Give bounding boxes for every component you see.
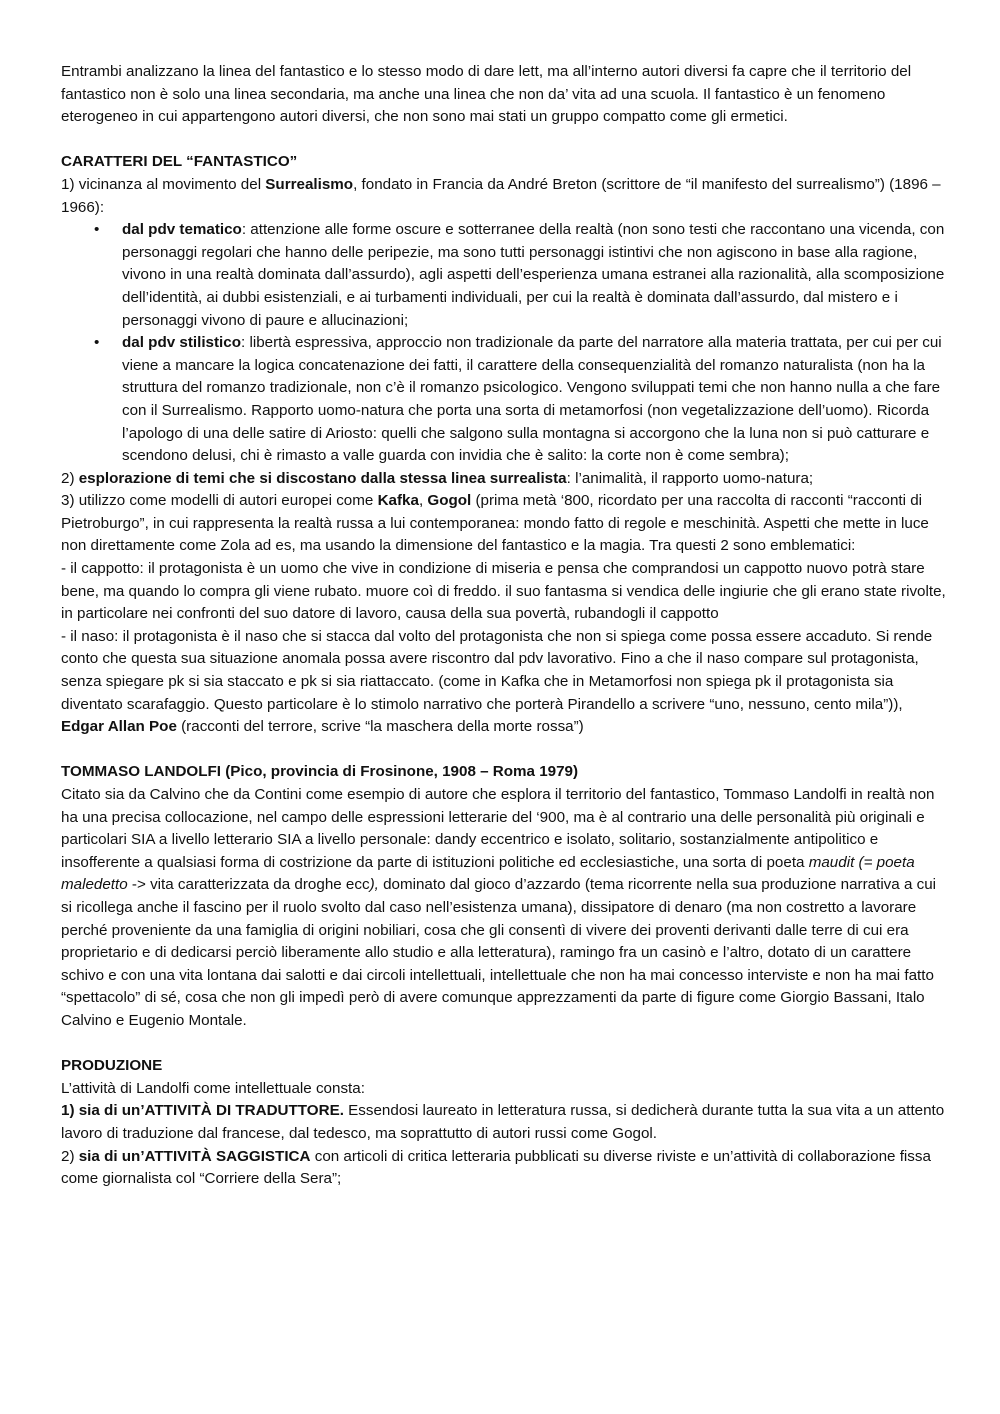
caratteri-point-2: 2) esplorazione di temi che si discostano dalla stessa linea surrealista: l’animalità, il rapporto uomo-natura; <box>61 469 814 487</box>
produzione-heading: PRODUZIONE <box>61 1057 163 1075</box>
intro-paragraph: Entrambi analizzano la linea del fantastico e lo stesso modo di dare lett, ma all’interno autori diversi fa capre che il territorio del fantastico non è solo una linea secondaria, ma anche una linea che non da’ vita ad una scuola. Il fantastico è un fenomeno eterogeneo in cui appartengono autori diversi, che non sono mai stati un gruppo compatto come gli ermetici. <box>61 63 912 126</box>
caratteri-point-3: 3) utilizzo come modelli di autori europei come Kafka, Gogol (prima metà ‘800, ricordato per una raccolta di racconti “racconti di Pietroburgo”, in cui rappresenta la realtà russa a lui contemporanea: mondo fatto di regole e meschinità. Aspetti che mette in luce non direttamente come Zola ad es, ma usando la dimensione del fantastico e la magia. Tra questi 2 sono emblematici: <box>61 492 929 555</box>
bullet-stilistico: • dal pdv stilistico: libertà espressiva, approccio non tradizionale da parte del narratore alla materia trattata, per cui per cui viene a mancare la logica concatenazione dei fatti, il carattere della consequenzialità del romanzo naturalista (non ha la struttura del romanzo tradizionale, non c’è il romanzo psicologico. Vengono sviluppati temi che non hanno nulla a che fare con il Surrealismo. Rapporto uomo-natura che porta una sorta di metamorfosi (non vegetalizzazione dell’uomo). Ricorda l’apologo di una delle satire di Ariosto: quelli che salgono sulla montagna si accorgono che la luna non si può catturare e scendono delusi, chi è rimasto a valle guarda con invidia che è salito: la corte non è come sembra); <box>122 332 948 468</box>
caratteri-point-1: 1) vicinanza al movimento del Surrealismo, fondato in Francia da André Breton (scrittore de “il manifesto del surrealismo”) (1896 – 1966): <box>61 175 941 216</box>
cappotto-paragraph: - il cappotto: il protagonista è un uomo che vive in condizione di miseria e pensa che comprandosi un cappotto nuovo potrà stare bene, ma quando lo compra gli viene rubato. muore coì di freddo. il suo fantasma si vendica delle ingiurie che gli erano state rivolte, in particolare nei confronti del suo datore di lavoro, causa della sua povertà, rubandogli il cappotto <box>61 560 946 623</box>
landolfi-paragraph: Citato sia da Calvino che da Contini come esempio di autore che esplora il territorio del fantastico, Tommaso Landolfi in realtà non ha una precisa collocazione, nel campo delle espressioni letterarie del ‘900, ma è al contrario una delle personalità più originali e particolari SIA a livello letterario SIA a livello personale: dandy eccentrico e isolato, solitario, sostanzialmente antipolitico e insofferente a qualsiasi forma di costrizione da parte di istituzioni politiche ed ecclesiastiche, una sorta di poeta maudit (= poeta maledetto -> vita caratterizzata da droghe ecc), dominato dal gioco d’azzardo (tema ricorrente nella sua produzione narrativa a cui si ricollega anche il fascino per il ruolo svolto dal caso nell’esistenza umana), dissipatore di denaro (ma non costretto a lavorare perché proveniente da una famiglia di origini nobiliari, cosa che gli consentì di vivere dei proventi derivanti dalle terre di cui era proprietario e di dedicarsi perciò liberamente allo studio e alla letteratura), ramingo fra un casinò e l’altro, dotato di un carattere schivo e con una vita lontana dai salotti e dai circoli intellettuali, intellettuale che non ha mai concesso interviste e non ha mai fatto “spettacolo” di sé, cosa che non gli impedì però di avere comunque apprezzamenti da parte di figure come Giorgio Bassani, Italo Calvino e Eugenio Montale. <box>61 786 937 1029</box>
produzione-intro: L’attività di Landolfi come intellettuale consta: <box>61 1079 365 1097</box>
bullet-tematico: • dal pdv tematico: attenzione alle forme oscure e sotterranee della realtà (non sono testi che raccontano una vicenda, con personaggi regolari che hanno delle peripezie, ma sono tutti personaggi istintivi che non agiscono in base alla ragione, vivono in una realtà dominata dall’assurdo), agli aspetti dell’esperienza umana estranei alla razionalità, alla scomposizione dell’identità, ai dubbi esistenziali, e ai turbamenti individuali, per cui la realtà è dominata dall’assurdo, dal mistero e i personaggi vivono di paure e allucinazioni; <box>122 219 948 332</box>
caratteri-heading: CARATTERI DEL “FANTASTICO” <box>61 153 298 171</box>
landolfi-heading: TOMMASO LANDOLFI (Pico, provincia di Frosinone, 1908 – Roma 1979) <box>61 763 579 781</box>
caratteri-bullet-list <box>61 219 948 468</box>
produzione-item-2: 2) sia di un’ATTIVITÀ SAGGISTICA con articoli di critica letteraria pubblicati su diverse riviste e un’attività di collaborazione fissa come giornalista col “Corriere della Sera”; <box>61 1147 931 1188</box>
naso-paragraph: - il naso: il protagonista è il naso che si stacca dal volto del protagonista che non si spiega come possa essere accaduto. Si rende conto che questa sua situazione anomala possa avere riscontro dal pdv lavorativo. Fino a che il naso compare sul protagonista, senza spiegare pk si sia staccato e pk si sia riattaccato. (come in Kafka che in Metamorfosi non spiega pk il protagonista sia diventato scarafaggio. Questo particolare è lo stimolo narrativo che porterà Pirandello a scrivere “uno, nessuno, cento mila”)), <box>61 627 933 713</box>
poe-paragraph: Edgar Allan Poe (racconti del terrore, scrive “la maschera della morte rossa”) <box>61 718 584 736</box>
produzione-item-1: 1) sia di un’ATTIVITÀ DI TRADUTTORE. Essendosi laureato in letteratura russa, si dedicherà durante tutta la sua vita a un attento lavoro di traduzione dal francese, dal tedesco, ma soprattutto di autori russi come Gogol. <box>61 1102 945 1142</box>
